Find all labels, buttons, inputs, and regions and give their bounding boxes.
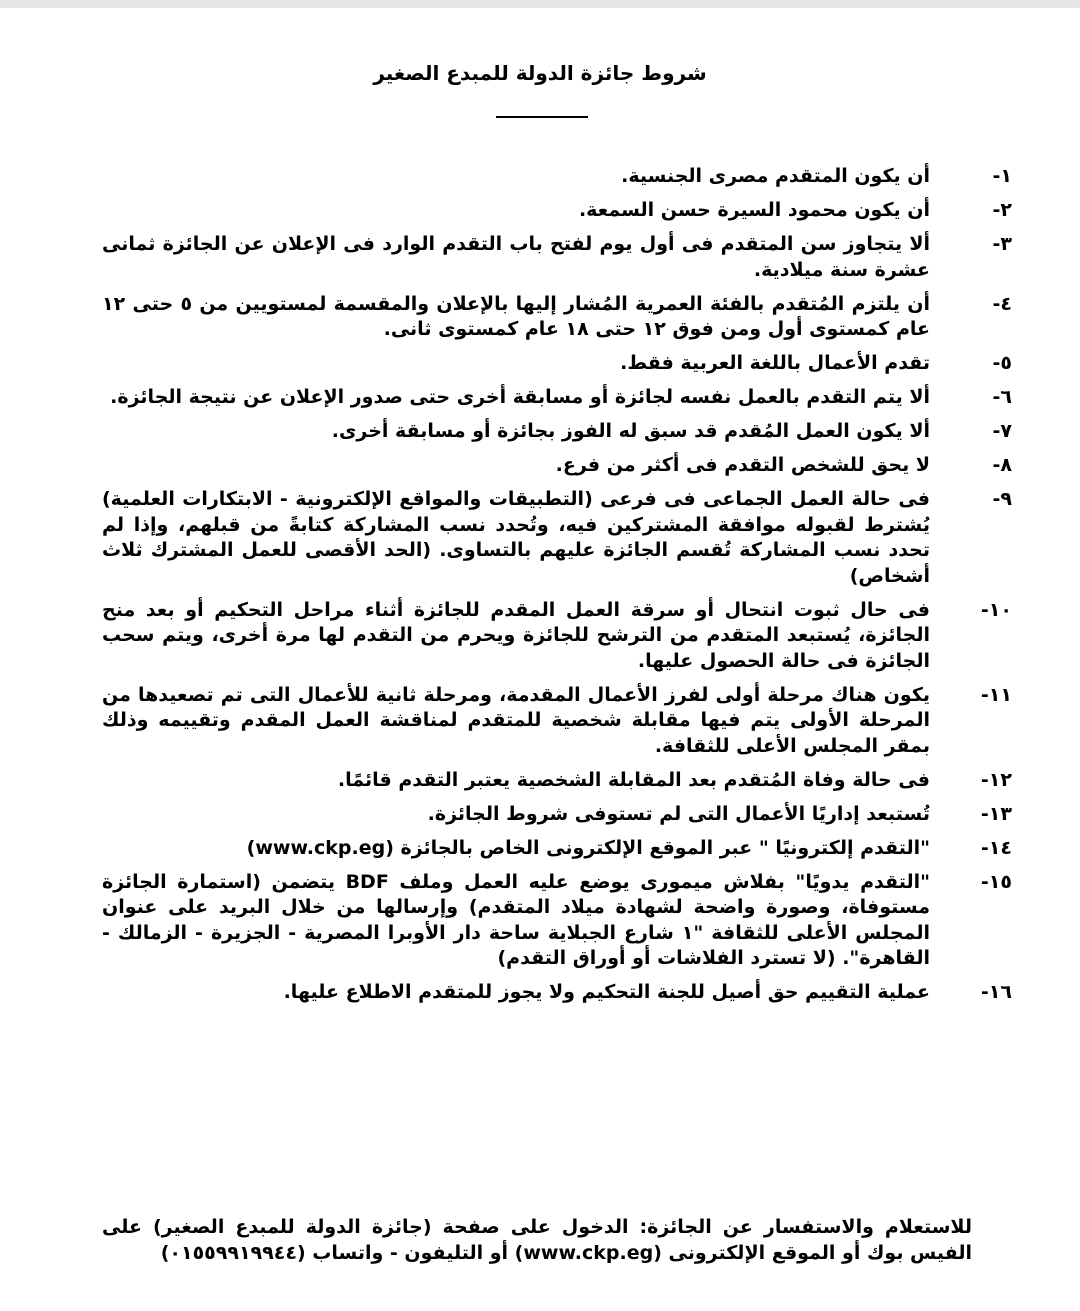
condition-item bbox=[102, 351, 1012, 377]
condition-number: ٧- bbox=[992, 420, 1012, 442]
condition-number: ٥- bbox=[992, 352, 1012, 374]
condition-number: ١٠- bbox=[980, 598, 1012, 621]
title-underline bbox=[496, 116, 588, 118]
condition-text: "التقدم يدويًا" بفلاش ميمورى يوضع عليه العمل وملف BDF يتضمن (استمارة الجائزة مستوفاة، وصورة واضحة لشهادة ميلاد المتقدم) وإرسالها من خلال البريد على عنوان المجلس الأعلى للثقافة "١ شارع الجبلاية ساحة دار الأوبرا المصرية - الجزيرة - الزمالك - القاهرة". (لا تسترد الفلاشات أو أوراق التقدم) bbox=[102, 870, 931, 969]
condition-number: ٨- bbox=[992, 454, 1012, 476]
condition-number: ١٦- bbox=[980, 981, 1012, 1003]
condition-text: تقدم الأعمال باللغة العربية فقط. bbox=[620, 352, 930, 374]
condition-item bbox=[102, 385, 1012, 411]
condition-number: ١٢- bbox=[980, 768, 1012, 791]
condition-item bbox=[102, 802, 1012, 828]
top-border-strip bbox=[0, 0, 1080, 8]
condition-text: أن يكون محمود السيرة حسن السمعة. bbox=[578, 199, 930, 221]
condition-text: أن يلتزم المُتقدم بالفئة العمرية المُشار إليها بالإعلان والمقسمة لمستويين من ٥ حتى ١٢ عام كمستوى أول ومن فوق ١٢ حتى ١٨ عام كمستوى ثانى. bbox=[102, 292, 930, 340]
condition-text: يكون هناك مرحلة أولى لفرز الأعمال المقدمة، ومرحلة ثانية للأعمال التى تم تصعيدها من المرحلة الأولى يتم فيها مقابلة شخصية للمتقدم لمناقشة العمل المقدم وتقييمه وذلك بمقر المجلس الأعلى للثقافة. bbox=[102, 683, 930, 757]
condition-item bbox=[102, 836, 1012, 862]
condition-item bbox=[102, 164, 1012, 190]
condition-item bbox=[102, 419, 1012, 445]
condition-number: ١- bbox=[992, 165, 1012, 187]
conditions-list bbox=[102, 164, 1012, 1014]
condition-text: ألا يكون العمل المُقدم قد سبق له الفوز بجائزة أو مسابقة أخرى. bbox=[331, 420, 930, 442]
condition-item bbox=[102, 232, 1012, 283]
condition-item bbox=[102, 768, 1012, 794]
condition-item bbox=[102, 870, 1012, 972]
document-page bbox=[0, 8, 1080, 1311]
condition-text: عملية التقييم حق أصيل للجنة التحكيم ولا يجوز للمتقدم الاطلاع عليها. bbox=[283, 981, 930, 1003]
condition-number: ٣- bbox=[992, 233, 1012, 255]
condition-number: ٤- bbox=[992, 292, 1012, 315]
condition-number: ٢- bbox=[992, 199, 1012, 221]
condition-item bbox=[102, 683, 1012, 760]
condition-text: "التقدم إلكترونيًا " عبر الموقع الإلكترونى الخاص بالجائزة (www.ckp.eg) bbox=[246, 836, 930, 859]
condition-item bbox=[102, 198, 1012, 224]
condition-text: ألا يتم التقدم بالعمل نفسه لجائزة أو مسابقة أخرى حتى صدور الإعلان عن نتيجة الجائزة. bbox=[110, 386, 930, 408]
document-title: شروط جائزة الدولة للمبدع الصغير bbox=[373, 61, 707, 85]
condition-text: فى حال ثبوت انتحال أو سرقة العمل المقدم للجائزة أثناء مراحل التحكيم أو بعد منح الجائزة، يُستبعد المتقدم من الترشح للجائزة ويحرم من التقدم لها مرة أخرى، ويتم سحب الجائزة فى حالة الحصول عليها. bbox=[102, 598, 930, 672]
condition-text: فى حالة العمل الجماعى فى فرعى (التطبيقات والمواقع الإلكترونية - الابتكارات العلمية) يُشترط لقبوله موافقة المشتركين فيه، وتُحدد نسب المشاركة كتابةً من قبلهم، وإذا لم تحدد نسب المشاركة تُقسم الجائزة عليهم بالتساوى. (الحد الأقصى للعمل المشترك ثلاث أشخاص) bbox=[102, 488, 930, 587]
condition-number: ١٥- bbox=[980, 870, 1012, 893]
condition-text: أن يكون المتقدم مصرى الجنسية. bbox=[621, 165, 930, 187]
condition-number: ٩- bbox=[992, 488, 1012, 510]
condition-number: ٦- bbox=[992, 386, 1012, 408]
condition-item bbox=[102, 980, 1012, 1006]
condition-number: ١٣- bbox=[980, 802, 1012, 825]
condition-text: ألا يتجاوز سن المتقدم فى أول يوم لفتح باب التقدم الوارد فى الإعلان عن الجائزة ثمانى عشرة سنة ميلادية. bbox=[102, 233, 930, 281]
condition-item bbox=[102, 453, 1012, 479]
condition-number: ١١- bbox=[980, 683, 1012, 706]
condition-text: تُستبعد إداريًا الأعمال التى لم تستوفى شروط الجائزة. bbox=[427, 802, 930, 825]
condition-number: ١٤- bbox=[980, 836, 1012, 859]
condition-text: لا يحق للشخص التقدم فى أكثر من فرع. bbox=[555, 454, 930, 476]
condition-item bbox=[102, 292, 1012, 343]
contact-paragraph: للاستعلام والاستفسار عن الجائزة: الدخول على صفحة (جائزة الدولة للمبدع الصغير) على الفيس بوك أو الموقع الإلكترونى (www.ckp.eg) أو التليفون - واتساب (٠١٥٥٩٩١٩٩٤٤) bbox=[102, 1216, 972, 1264]
condition-item bbox=[102, 598, 1012, 675]
condition-text: فى حالة وفاة المُتقدم بعد المقابلة الشخصية يعتبر التقدم قائمًا. bbox=[337, 768, 930, 791]
condition-item bbox=[102, 487, 1012, 589]
